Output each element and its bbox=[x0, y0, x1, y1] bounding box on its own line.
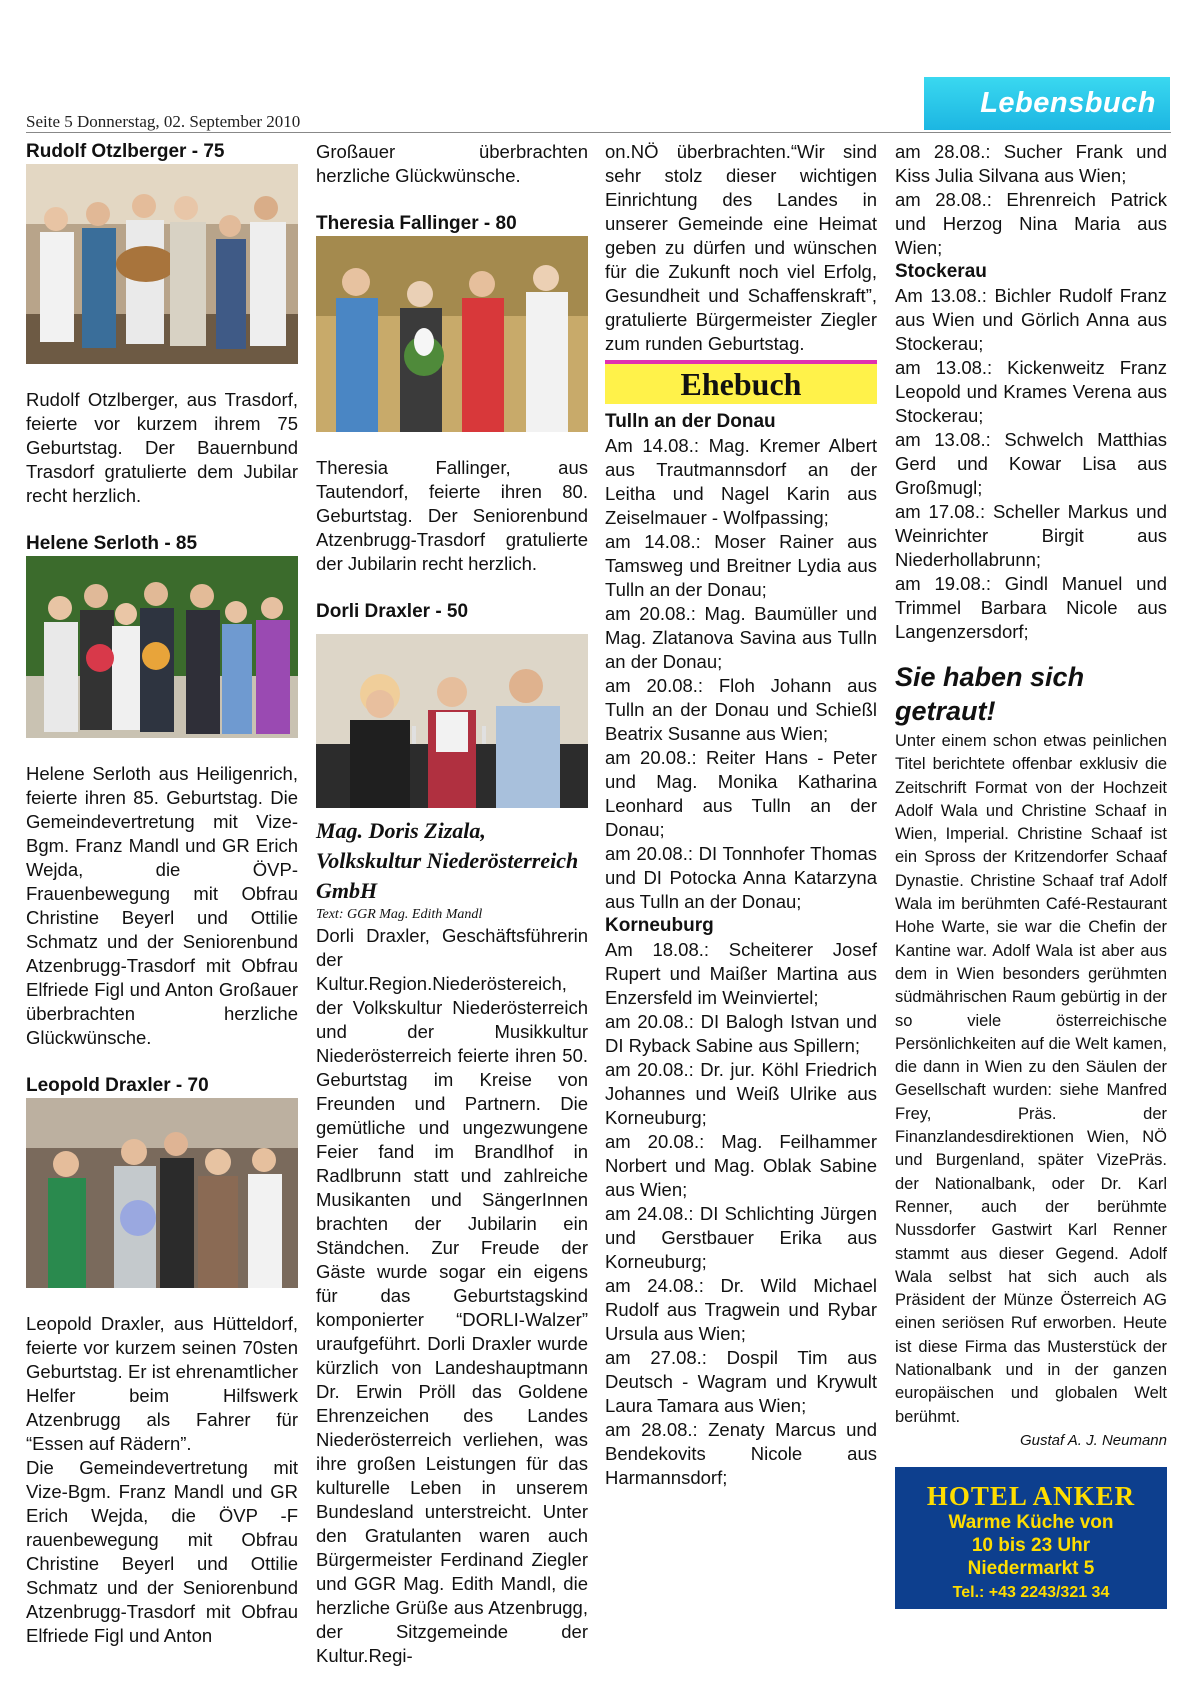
wedding-entry: am 28.08.: Ehrenreich Patrick und Herzog Nina Maria aus Wien; bbox=[895, 189, 1167, 258]
wedding-entry: am 27.08.: Dospil Tim aus Deutsch - Wagram und Krywult Laura Tamara aus Wien; bbox=[605, 1347, 877, 1416]
photo-otzlberger bbox=[26, 164, 298, 364]
ehebuch-banner: Ehebuch bbox=[605, 360, 877, 404]
wedding-entry: am 24.08.: Dr. Wild Michael Rudolf aus Tragwein und Rybar Ursula aus Wien; bbox=[605, 1275, 877, 1344]
wedding-entry: Am 13.08.: Bichler Rudolf Franz aus Wien und Görlich Anna aus Stockerau; bbox=[895, 285, 1167, 354]
wedding-entry: am 20.08.: Floh Johann aus Tulln an der Donau und Schießl Beatrix Susanne aus Wien; bbox=[605, 675, 877, 744]
article-title: Rudolf Otzlberger - 75 bbox=[26, 141, 225, 162]
article-text: Theresia Fallinger, aus Tautendorf, feierte ihren 80. Geburtstag. Der Seniorenbund Atzenbrugg-Trasdorf gratulierte der Jubilarin recht herzlich. bbox=[316, 457, 588, 574]
article-title: Theresia Fallinger - 80 bbox=[316, 213, 517, 234]
ad-line: Niedermarkt 5 bbox=[967, 1557, 1095, 1579]
article-text: Rudolf Otzlberger, aus Trasdorf, feierte vor kurzem ihrem 75 Geburtstag. Der Bauernbund Trasdorf gratulierte dem Jubilar recht herzlich. bbox=[26, 389, 298, 506]
photo-serloth bbox=[26, 556, 298, 738]
photo-caption: Mag. Doris Zizala, Volkskultur Niederösterreich GmbH bbox=[316, 818, 579, 903]
wedding-entry: am 20.08.: Dr. jur. Köhl Friedrich Johannes und Weiß Ulrike aus Korneuburg; bbox=[605, 1059, 877, 1128]
wedding-entry: am 28.08.: Zenaty Marcus und Bendekovits Nicole aus Harmannsdorf; bbox=[605, 1419, 877, 1488]
wedding-entry: am 20.08.: DI Balogh Istvan und DI Ryback Sabine aus Spillern; bbox=[605, 1011, 877, 1056]
wedding-entry: am 28.08.: Sucher Frank und Kiss Julia Silvana aus Wien; bbox=[895, 141, 1167, 186]
photo-fallinger bbox=[316, 236, 588, 432]
article-text: Leopold Draxler, aus Hütteldorf, feierte vor kurzem seinen 70sten Geburtstag. Er ist ehrenamtlicher Helfer beim Hilfswerk Atzenbrugg als Fahrer für “Essen auf Rädern”. bbox=[26, 1313, 298, 1454]
article-text: Die Gemeindevertretung mit Vize-Bgm. Franz Mandl und GR Erich Wejda, die ÖVP -F rauenbewegung mit Obfrau Christine Beyerl und Ottilie Schmatz und der Seniorenbund Atzenbrugg-Trasdorf mit Obfrau Elfriede Figl und Anton bbox=[26, 1457, 298, 1646]
wedding-entry: am 20.08.: Mag. Baumüller und Mag. Zlatanova Savina aus Tulln an der Donau; bbox=[605, 603, 877, 672]
page-info: Seite 5 Donnerstag, 02. September 2010 bbox=[26, 112, 301, 131]
author: Gustaf A. J. Neumann bbox=[1019, 1431, 1167, 1449]
article-title: Helene Serloth - 85 bbox=[26, 533, 198, 554]
district-title: Tulln an der Donau bbox=[605, 411, 776, 432]
ad-line: Warme Küche von bbox=[948, 1511, 1114, 1533]
text-credit: Text: GGR Mag. Edith Mandl bbox=[316, 907, 483, 922]
article-title: Leopold Draxler - 70 bbox=[26, 1075, 209, 1096]
wedding-entry: am 20.08.: Reiter Hans - Peter und Mag. Monika Katharina Leonhard aus Tulln an der Donau; bbox=[605, 747, 877, 840]
wedding-entry: am 19.08.: Gindl Manuel und Trimmel Barbara Nicole aus Langenzersdorf; bbox=[895, 573, 1167, 642]
wedding-entry: am 20.08.: DI Tonnhofer Thomas und DI Potocka Anna Katarzyna aus Tulln an der Donau; bbox=[605, 843, 877, 912]
header-divider bbox=[26, 132, 1171, 133]
article-text: Helene Serloth aus Heiligenrich, feierte ihren 85. Geburtstag. Die Gemeindevertretung mit Vize-Bgm. Franz Mandl und GR Erich Wejda, die ÖVP-Frauenbewegung mit Obfrau Christine Beyerl und Ottilie Schmatz und der Seniorenbund Atzenbrugg-Trasdorf mit Obfrau Elfriede Figl und Anton Großauer überbrachten herzliche Glückwünsche. bbox=[26, 763, 298, 1048]
column-4 bbox=[895, 140, 1167, 1609]
ad-phone: Tel.: +43 2243/321 34 bbox=[952, 1583, 1110, 1601]
wedding-entry: Am 18.08.: Scheiterer Josef Rupert und Maißer Martina aus Enzersfeld im Weinviertel; bbox=[605, 939, 877, 1008]
article-text: Unter einem schon etwas peinlichen Titel berichtete offenbar exklusiv die Zeitschrift Format von der Hochzeit Adolf Wala und Christine Schaaf in Wien, Imperial. Christine Schaaf ist ein Spross der Kritzendorfer Schaaf Dynastie. Christine Schaaf traf Adolf Wala im berühmten Café-Restaurant Hohe Warte, sie war die Chefin der Kantine war. Adolf Wala ist aber aus dem in Wien besonders gerühmten südmährischen Raum gebürtig in der so viele österreichische Persönlichkeiten auf die Welt kamen, die dann in Wien zu den Säulen der Gesellschaft wurden: siehe Manfred Frey, Präs. der Finanzlandesdirektionen Wien, NÖ und Burgenland, später VizePräs. der Nationalbank, oder Dr. Karl Renner, auch der berühmte Nussdorfer Gastwirt Karl Renner stammt aus dieser Gegend. Adolf Wala selbst hat sich auch als Präsident der Münze Österreich AG einen seriösen Ruf erworben. Heute ist diese Firma das Musterstück der Nationalbank und in der ganzen europäischen und globalen Welt berühmt. bbox=[895, 732, 1167, 1426]
article-text: Großauer überbrachten herzliche Glückwünsche. bbox=[316, 141, 588, 186]
photo-draxler-leopold bbox=[26, 1098, 298, 1288]
article-text: Dorli Draxler, Geschäftsführerin der Kultur.Region.Niederöstereich, der Volkskultur Niederösterreich und der Musikkultur Niederösterreich feierte ihren 50. Geburtstag im Kreise von Freunden und Partnern. Die gemütliche und ungezwungene Feier fand im Brandlhof in Radlbrunn statt und zahlreiche Musikanten und SängerInnen brachten der Jubilarin ein Ständchen. Zur Freude der Gäste wurde sogar ein eigens für das Geburtstagskind komponierter “DORLI-Walzer” uraufgeführt. Dorli Draxler wurde kürzlich von Landeshauptmann Dr. Erwin Pröll das Goldene Ehrenzeichen des Landes Niederösterreich verliehen, was ihre großen Leistungen für das kulturelle Leben in unserem Bundesland unterstreicht. Unter den Gratulanten waren auch Bürgermeister Ferdinand Ziegler und GGR Mag. Edith Mandl, die herzliche Grüße aus Atzenbrugg, der Sitzgemeinde der Kultur.Regi- bbox=[316, 925, 588, 1666]
column-2 bbox=[316, 140, 588, 1668]
wedding-entry: am 13.08.: Schwelch Matthias Gerd und Kowar Lisa aus Großmugl; bbox=[895, 429, 1167, 498]
district-title: Stockerau bbox=[895, 261, 987, 282]
district-title: Korneuburg bbox=[605, 915, 714, 936]
wedding-entry: am 24.08.: DI Schlichting Jürgen und Gerstbauer Erika aus Korneuburg; bbox=[605, 1203, 877, 1272]
ad-line: 10 bis 23 Uhr bbox=[971, 1534, 1091, 1556]
column-3 bbox=[605, 140, 877, 1490]
article-title: Sie haben sich getraut! bbox=[895, 662, 1085, 726]
hotel-name: HOTEL ANKER bbox=[926, 1480, 1136, 1511]
article-title: Dorli Draxler - 50 bbox=[316, 601, 469, 622]
wedding-entry: am 14.08.: Moser Rainer aus Tamsweg und Breitner Lydia aus Tulln an der Donau; bbox=[605, 531, 877, 600]
photo-dorli-draxler bbox=[316, 634, 588, 808]
article-text: on.NÖ überbrachten.“Wir sind sehr stolz dieser wichtigen Einrichtung des Landes in unserer Gemeinde eine Heimat geben zu dürfen und wünschen für die Zukunft noch viel Erfolg, Gesundheit und Schaffenskraft”, gratulierte Bürgermeister Ziegler zum runden Geburtstag. bbox=[605, 141, 877, 354]
section-tab: Lebensbuch bbox=[924, 77, 1170, 130]
wedding-entry: Am 14.08.: Mag. Kremer Albert aus Trautmannsdorf an der Leitha und Nagel Karin aus Zeiselmauer - Wolfpassing; bbox=[605, 435, 877, 528]
wedding-entry: am 13.08.: Kickenweitz Franz Leopold und Krames Verena aus Stockerau; bbox=[895, 357, 1167, 426]
wedding-entry: am 20.08.: Mag. Feilhammer Norbert und Mag. Oblak Sabine aus Wien; bbox=[605, 1131, 877, 1200]
column-1 bbox=[26, 140, 298, 1648]
wedding-entry: am 17.08.: Scheller Markus und Weinrichter Birgit aus Niederhollabrunn; bbox=[895, 501, 1167, 570]
hotel-ad bbox=[895, 1467, 1167, 1609]
